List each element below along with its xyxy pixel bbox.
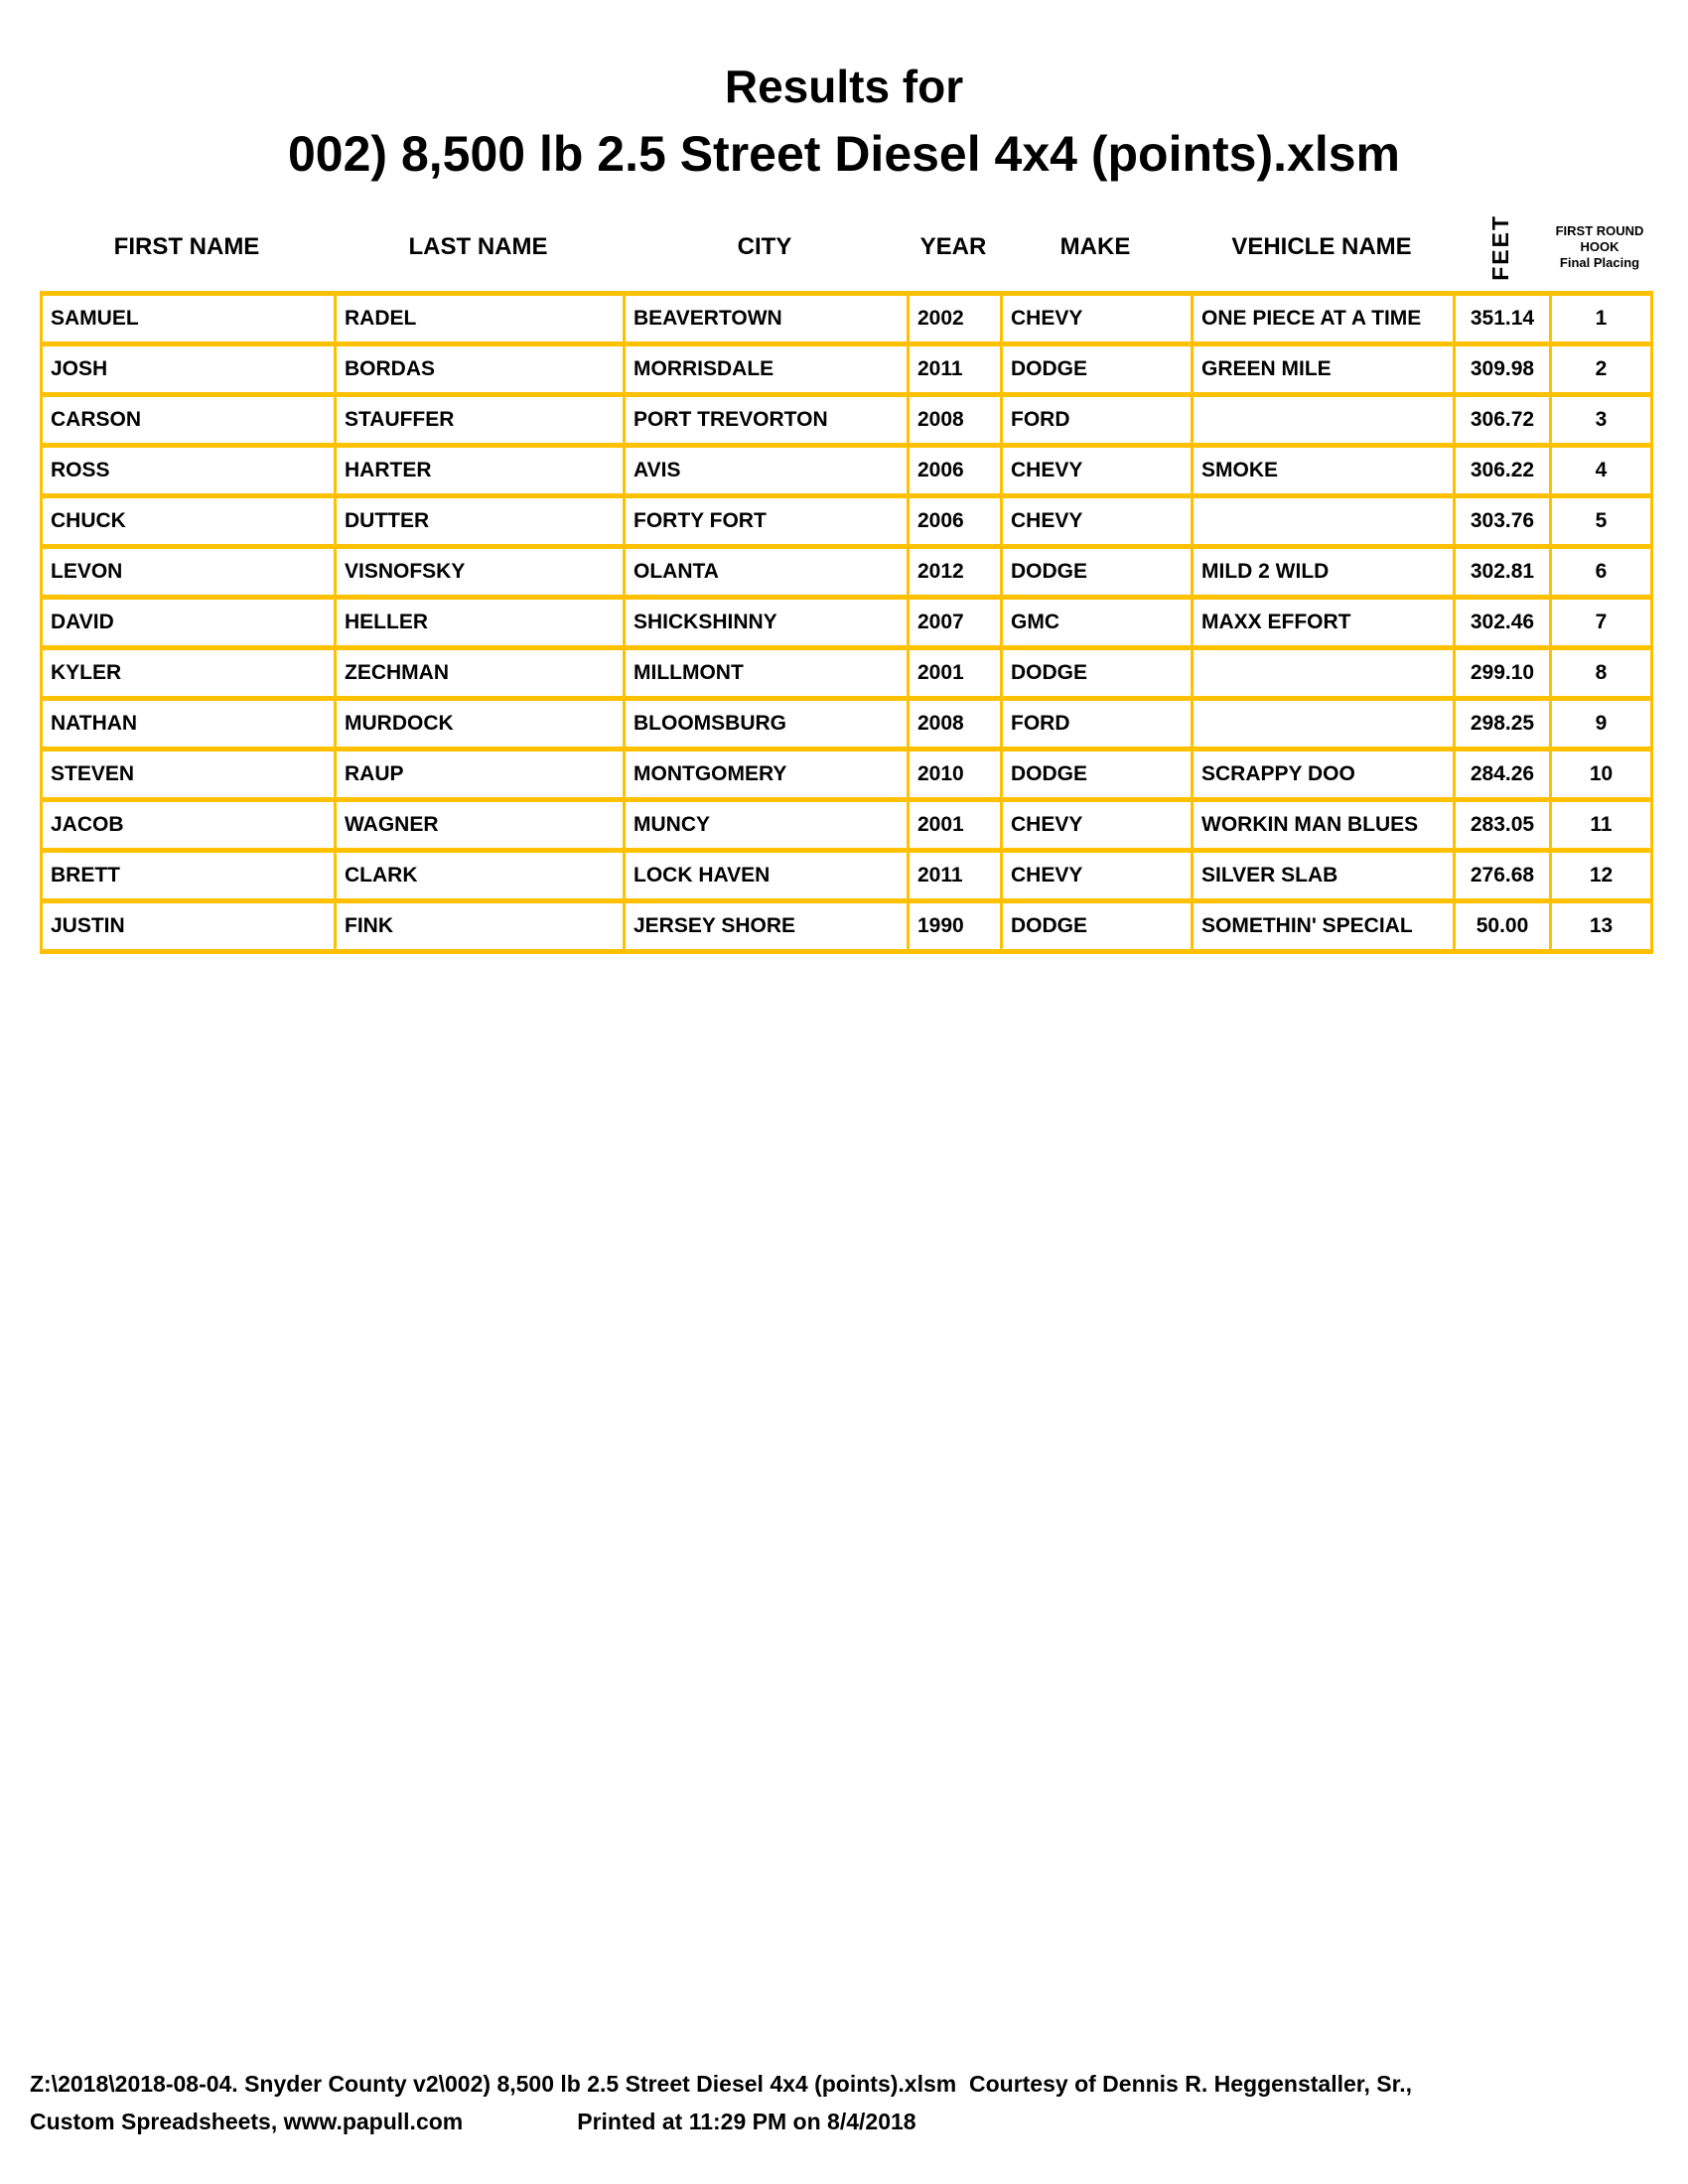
cell-make: CHEVY	[1002, 800, 1193, 851]
column-header-city: CITY	[737, 233, 792, 260]
cell-final-placing: 5	[1551, 496, 1652, 547]
cell-vehicle-name: MAXX EFFORT	[1193, 598, 1455, 648]
cell-year: 2001	[909, 648, 1002, 699]
cell-first-name: SAMUEL	[42, 294, 336, 344]
cell-city: MONTGOMERY	[625, 750, 909, 800]
cell-feet: 276.68	[1455, 851, 1551, 901]
page-footer	[30, 2065, 1678, 2140]
table-row	[42, 547, 1652, 598]
cell-year: 2008	[909, 699, 1002, 750]
cell-city: BEAVERTOWN	[625, 294, 909, 344]
cell-last-name: STAUFFER	[336, 395, 625, 446]
cell-vehicle-name: SILVER SLAB	[1193, 851, 1455, 901]
cell-feet: 306.22	[1455, 446, 1551, 496]
column-header-feet	[1453, 204, 1549, 291]
cell-make: DODGE	[1002, 547, 1193, 598]
table-row	[42, 901, 1652, 952]
footer-credit: Custom Spreadsheets, www.papull.com	[30, 2109, 464, 2134]
cell-year: 2006	[909, 446, 1002, 496]
cell-year: 2011	[909, 344, 1002, 395]
cell-vehicle-name: MILD 2 WILD	[1193, 547, 1455, 598]
footer-printed-at: Printed at 11:29 PM on 8/4/2018	[577, 2109, 916, 2134]
cell-final-placing: 10	[1551, 750, 1652, 800]
cell-first-name: STEVEN	[42, 750, 336, 800]
cell-city: LOCK HAVEN	[625, 851, 909, 901]
cell-year: 1990	[909, 901, 1002, 952]
cell-final-placing: 2	[1551, 344, 1652, 395]
cell-first-name: LEVON	[42, 547, 336, 598]
cell-feet: 50.00	[1455, 901, 1551, 952]
cell-city: MORRISDALE	[625, 344, 909, 395]
cell-final-placing: 11	[1551, 800, 1652, 851]
cell-final-placing: 7	[1551, 598, 1652, 648]
table-row	[42, 598, 1652, 648]
results-table-body	[42, 294, 1652, 952]
cell-feet: 306.72	[1455, 395, 1551, 446]
results-sheet	[40, 204, 1650, 954]
table-row	[42, 446, 1652, 496]
cell-vehicle-name: SOMETHIN' SPECIAL	[1193, 901, 1455, 952]
table-row	[42, 851, 1652, 901]
cell-feet: 302.81	[1455, 547, 1551, 598]
cell-feet: 303.76	[1455, 496, 1551, 547]
cell-make: DODGE	[1002, 750, 1193, 800]
cell-vehicle-name	[1193, 496, 1455, 547]
cell-year: 2006	[909, 496, 1002, 547]
cell-first-name: CARSON	[42, 395, 336, 446]
cell-final-placing: 9	[1551, 699, 1652, 750]
cell-final-placing: 6	[1551, 547, 1652, 598]
cell-city: BLOOMSBURG	[625, 699, 909, 750]
cell-make: CHEVY	[1002, 851, 1193, 901]
cell-last-name: BORDAS	[336, 344, 625, 395]
cell-city: JERSEY SHORE	[625, 901, 909, 952]
cell-city: PORT TREVORTON	[625, 395, 909, 446]
table-row	[42, 496, 1652, 547]
cell-last-name: WAGNER	[336, 800, 625, 851]
table-row	[42, 750, 1652, 800]
hook-header-line2: HOOK	[1580, 239, 1619, 254]
cell-year: 2002	[909, 294, 1002, 344]
cell-vehicle-name	[1193, 699, 1455, 750]
cell-vehicle-name: GREEN MILE	[1193, 344, 1455, 395]
cell-feet: 309.98	[1455, 344, 1551, 395]
cell-first-name: KYLER	[42, 648, 336, 699]
cell-final-placing: 1	[1551, 294, 1652, 344]
cell-final-placing: 3	[1551, 395, 1652, 446]
footer-line2	[30, 2103, 1678, 2140]
cell-make: FORD	[1002, 395, 1193, 446]
cell-last-name: RAUP	[336, 750, 625, 800]
cell-year: 2001	[909, 800, 1002, 851]
cell-year: 2007	[909, 598, 1002, 648]
cell-first-name: NATHAN	[42, 699, 336, 750]
cell-feet: 302.46	[1455, 598, 1551, 648]
footer-line1: Z:\2018\2018-08-04. Snyder County v2\002) 8,500 lb 2.5 Street Diesel 4x4 (points).xlsm Courtesy of Dennis R. Heggenstaller, Sr.,	[30, 2071, 1413, 2097]
cell-city: OLANTA	[625, 547, 909, 598]
cell-last-name: DUTTER	[336, 496, 625, 547]
cell-make: FORD	[1002, 699, 1193, 750]
column-header-last-name: LAST NAME	[408, 233, 548, 260]
cell-make: DODGE	[1002, 648, 1193, 699]
cell-feet: 298.25	[1455, 699, 1551, 750]
cell-city: MUNCY	[625, 800, 909, 851]
cell-last-name: HELLER	[336, 598, 625, 648]
cell-first-name: JOSH	[42, 344, 336, 395]
cell-final-placing: 8	[1551, 648, 1652, 699]
cell-make: GMC	[1002, 598, 1193, 648]
cell-last-name: MURDOCK	[336, 699, 625, 750]
cell-city: AVIS	[625, 446, 909, 496]
column-header-make: MAKE	[1059, 233, 1131, 260]
cell-city: FORTY FORT	[625, 496, 909, 547]
table-row	[42, 699, 1652, 750]
cell-make: CHEVY	[1002, 294, 1193, 344]
cell-make: DODGE	[1002, 344, 1193, 395]
cell-feet: 351.14	[1455, 294, 1551, 344]
cell-feet: 299.10	[1455, 648, 1551, 699]
cell-last-name: HARTER	[336, 446, 625, 496]
table-row	[42, 294, 1652, 344]
table-row	[42, 344, 1652, 395]
cell-last-name: CLARK	[336, 851, 625, 901]
cell-vehicle-name	[1193, 395, 1455, 446]
cell-first-name: JUSTIN	[42, 901, 336, 952]
cell-year: 2011	[909, 851, 1002, 901]
cell-year: 2012	[909, 547, 1002, 598]
table-header-row	[40, 204, 1650, 291]
hook-header-line3: Final Placing	[1559, 255, 1640, 270]
column-header-year: YEAR	[919, 233, 987, 260]
cell-first-name: JACOB	[42, 800, 336, 851]
cell-year: 2010	[909, 750, 1002, 800]
cell-make: CHEVY	[1002, 446, 1193, 496]
cell-final-placing: 12	[1551, 851, 1652, 901]
cell-make: DODGE	[1002, 901, 1193, 952]
cell-last-name: RADEL	[336, 294, 625, 344]
cell-vehicle-name: WORKIN MAN BLUES	[1193, 800, 1455, 851]
column-header-vehicle-name: VEHICLE NAME	[1231, 233, 1412, 260]
column-header-first-name: FIRST NAME	[113, 233, 260, 260]
cell-first-name: CHUCK	[42, 496, 336, 547]
cell-last-name: FINK	[336, 901, 625, 952]
cell-feet: 283.05	[1455, 800, 1551, 851]
cell-make: CHEVY	[1002, 496, 1193, 547]
table-row	[42, 648, 1652, 699]
cell-year: 2008	[909, 395, 1002, 446]
cell-first-name: DAVID	[42, 598, 336, 648]
table-row	[42, 395, 1652, 446]
cell-city: SHICKSHINNY	[625, 598, 909, 648]
cell-vehicle-name: SMOKE	[1193, 446, 1455, 496]
hook-header-line1: FIRST ROUND	[1555, 223, 1644, 238]
cell-vehicle-name: ONE PIECE AT A TIME	[1193, 294, 1455, 344]
cell-final-placing: 13	[1551, 901, 1652, 952]
cell-first-name: BRETT	[42, 851, 336, 901]
feet-rotated-label: FEET	[1487, 213, 1513, 281]
cell-vehicle-name	[1193, 648, 1455, 699]
cell-last-name: VISNOFSKY	[336, 547, 625, 598]
column-header-final-placing	[1549, 204, 1650, 291]
cell-final-placing: 4	[1551, 446, 1652, 496]
cell-city: MILLMONT	[625, 648, 909, 699]
cell-first-name: ROSS	[42, 446, 336, 496]
page-title: Results for	[724, 61, 964, 112]
table-row	[42, 800, 1652, 851]
cell-vehicle-name: SCRAPPY DOO	[1193, 750, 1455, 800]
cell-last-name: ZECHMAN	[336, 648, 625, 699]
cell-feet: 284.26	[1455, 750, 1551, 800]
results-table	[40, 291, 1653, 954]
page-subtitle: 002) 8,500 lb 2.5 Street Diesel 4x4 (points).xlsm	[288, 126, 1400, 182]
